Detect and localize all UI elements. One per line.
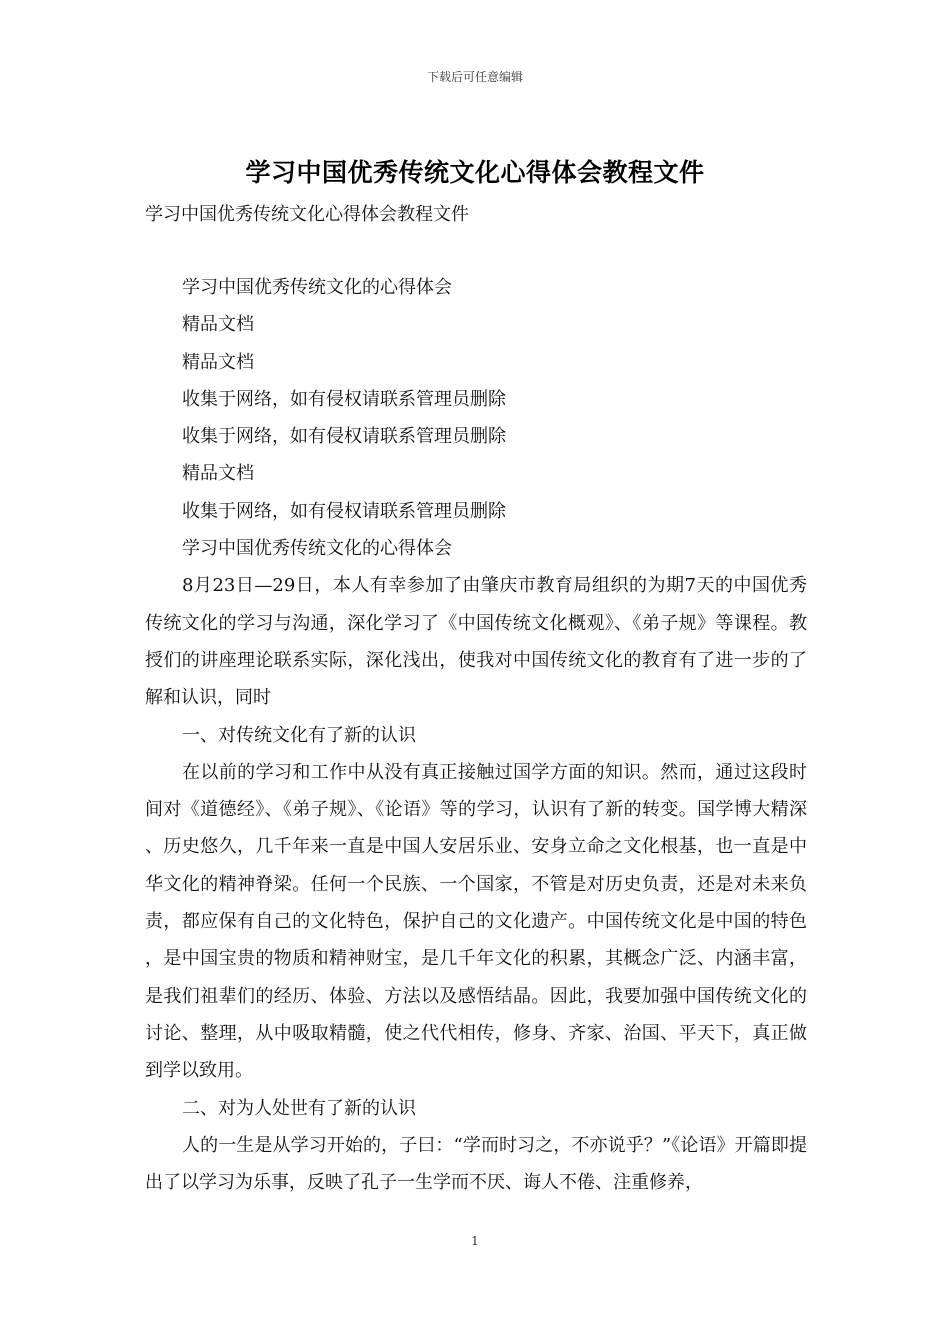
paragraph-intro: 8月23日—29日，本人有幸参加了由肇庆市教育局组织的为期7天的中国优秀传统文化的学习与沟通，深化学习了《中国传统文化概观》、《弟子规》等课程。教授们的讲座理论联系实际，深化浅出，使我对中国传统文化的教育有了进一步的了解和认识，同时 bbox=[145, 575, 807, 709]
body-line: 学习中国优秀传统文化的心得体会 bbox=[182, 277, 452, 298]
body-line: 收集于网络，如有侵权请联系管理员删除 bbox=[182, 500, 506, 522]
paragraph-culture: 在以前的学习和工作中从没有真正接触过国学方面的知识。然而，通过这段时间对《道德经》、《弟子规》、《论语》等的学习，认识有了新的转变。国学博大精深、历史悠久，几千年来一直是中国人安居乐业、安身立命之文化根基，也一直是中华文化的精神脊梁。任何一个民族、一个国家，不管是对历史负责，还是对未来负责，都应保有自己的文化特色，保护自己的文化遗产。中国传统文化是中国的特色，是中国宝贵的物质和精神财宝，是几千年文化的积累，其概念广泛、内涵丰富，是我们祖辈们的经历、体验、方法以及感悟结晶。因此，我要加强中国传统文化的讨论、整理，从中吸取精髓，使之代代相传，修身、齐家、治国、平天下，真正做到学以致用。 bbox=[145, 761, 807, 1082]
body-line: 精品文档 bbox=[182, 314, 254, 336]
header-note: 下载后可任意编辑 bbox=[426, 70, 523, 84]
body-line: 精品文档 bbox=[182, 351, 254, 373]
body-line: 精品文档 bbox=[182, 463, 254, 485]
document-title: 学习中国优秀传统文化心得体会教程文件 bbox=[245, 158, 705, 187]
body-line: 收集于网络，如有侵权请联系管理员删除 bbox=[182, 426, 506, 448]
body-line: 收集于网络，如有侵权请联系管理员删除 bbox=[182, 388, 506, 410]
page-number: 1 bbox=[471, 1234, 479, 1248]
document-subtitle: 学习中国优秀传统文化心得体会教程文件 bbox=[145, 204, 469, 225]
section-heading-2: 二、对为人处世有了新的认识 bbox=[182, 1097, 416, 1119]
section-heading-1: 一、对传统文化有了新的认识 bbox=[182, 724, 416, 746]
document-body bbox=[145, 269, 807, 1201]
body-line: 学习中国优秀传统文化的心得体会 bbox=[182, 538, 452, 560]
paragraph-conduct: 人的一生是从学习开始的，子曰：“学而时习之，不亦说乎？”《论语》开篇即提出了以学习为乐事，反映了孔子一生学而不厌、诲人不倦、注重修养， bbox=[145, 1134, 807, 1194]
